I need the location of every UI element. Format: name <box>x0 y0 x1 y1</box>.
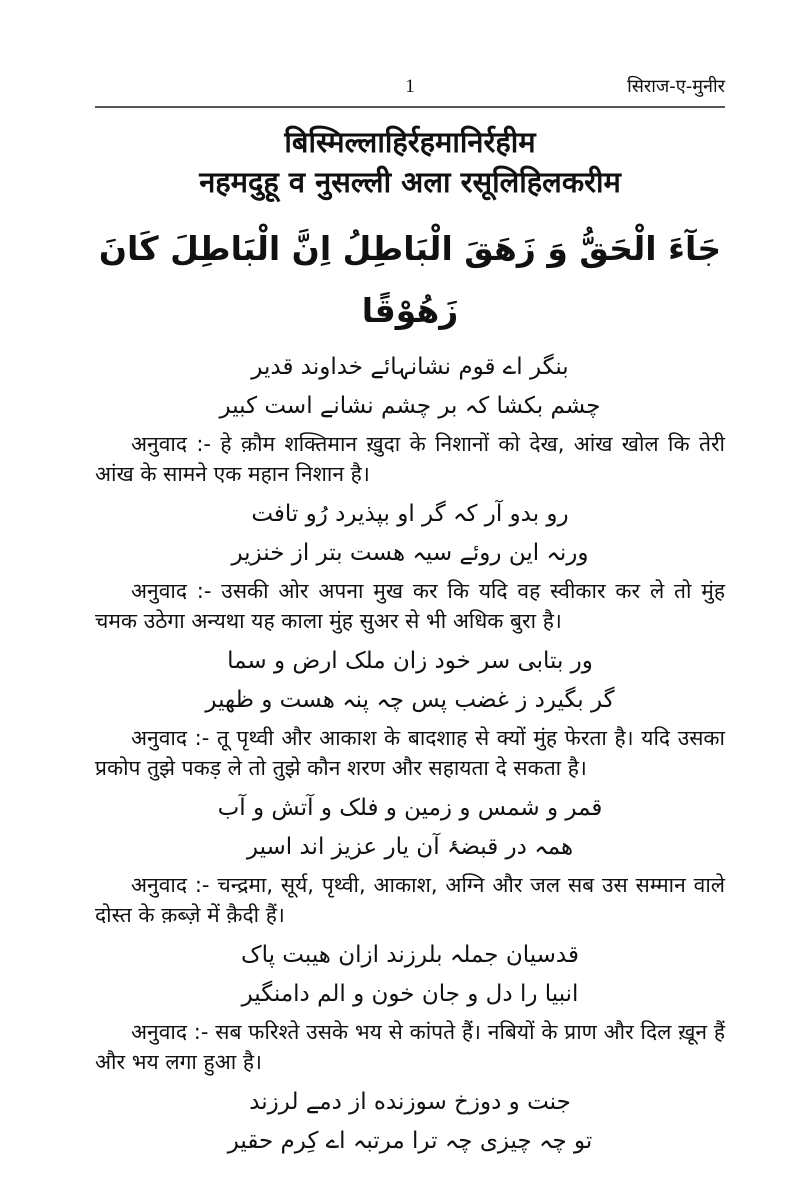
persian-couplet-1 <box>95 348 725 426</box>
hindi-translation-5: अनुवाद :- सब फरिश्ते उसके भय से कांपते हैं। नबियों के प्राण और दिल ख़ून हैं और भय लगा हुआ है। <box>95 1020 725 1074</box>
couplet-line: انبیا را دل و جان خون و الم دامنگیر <box>241 981 579 1007</box>
couplet-line: ور بتابی سر خود زان ملک ارض و سما <box>227 648 593 674</box>
couplet-line: ورنہ این روئے سیہ هست بتر از خنزیر <box>231 540 589 566</box>
heading-tahmid: नहमदुहू व नुसल्ली अला रसूलिहिलकरीम <box>199 165 621 199</box>
couplet-line: جنت و دوزخ سوزنده از دمے لرزند <box>249 1089 571 1115</box>
quran-verse: جَآءَ الْحَقُّ وَ زَهَقَ الْبَاطِلُ اِنَّ الْبَاطِلَ كَانَ زَهُوْقًا <box>98 229 722 330</box>
hindi-translation-4: अनुवाद :- चन्द्रमा, सूर्य, पृथ्वी, आकाश, अग्नि और जल सब उस सम्मान वाले दोस्त के क़ब्ज़े में क़ैदी हैं। <box>95 873 725 927</box>
book-title: सिराज-ए-मुनीर <box>627 76 725 97</box>
persian-couplet-3 <box>95 642 725 720</box>
couplet-line: قدسیان جملہ بلرزند ازان هیبت پاک <box>241 942 579 968</box>
couplet-line: همہ در قبضۂ آن یار عزیز اند اسیر <box>246 834 574 860</box>
hindi-translation-2: अनुवाद :- उसकी ओर अपना मुख कर कि यदि वह स्वीकार कर ले तो मुंह चमक उठेगा अन्यथा यह काला मुंह सुअर से भी अधिक बुरा है। <box>95 579 725 633</box>
persian-couplet-6 <box>95 1083 725 1161</box>
hindi-translation-1: अनुवाद :- हे क़ौम शक्तिमान ख़ुदा के निशानों को देख, आंख खोल कि तेरी आंख के सामने एक महान निशान है। <box>95 432 725 486</box>
couplet-line: گر بگیرد ز غضب پس چہ پنہ هست و ظهیر <box>205 687 615 713</box>
page-header <box>95 74 725 100</box>
couplet-line: رو بدو آر کہ گر او بپذیرد رُو تافت <box>251 501 569 527</box>
header-rule <box>95 106 725 108</box>
couplet-line: تو چہ چیزی چہ ترا مرتبہ اے کِرم حقیر <box>227 1128 593 1154</box>
hindi-translation-3: अनुवाद :- तू पृथ्वी और आकाश के बादशाह से क्यों मुंह फेरता है। यदि उसका प्रकोप तुझे पकड़ ले तो तुझे कौन शरण और सहायता दे सकता है। <box>95 726 725 780</box>
persian-couplet-2 <box>95 495 725 573</box>
couplet-line: چشم بکشا کہ بر چشم نشانے است کبیر <box>219 393 601 419</box>
persian-couplet-4 <box>95 789 725 867</box>
couplet-line: بنگر اے قوم نشانہائے خداوند قدیر <box>251 354 569 380</box>
persian-couplet-5 <box>95 936 725 1014</box>
couplet-line: قمر و شمس و زمین و فلک و آتش و آب <box>217 795 603 821</box>
heading-bismillah: बिस्मिल्लाहिर्रहमानिर्रहीम <box>284 125 536 159</box>
page-number: 1 <box>405 76 415 97</box>
